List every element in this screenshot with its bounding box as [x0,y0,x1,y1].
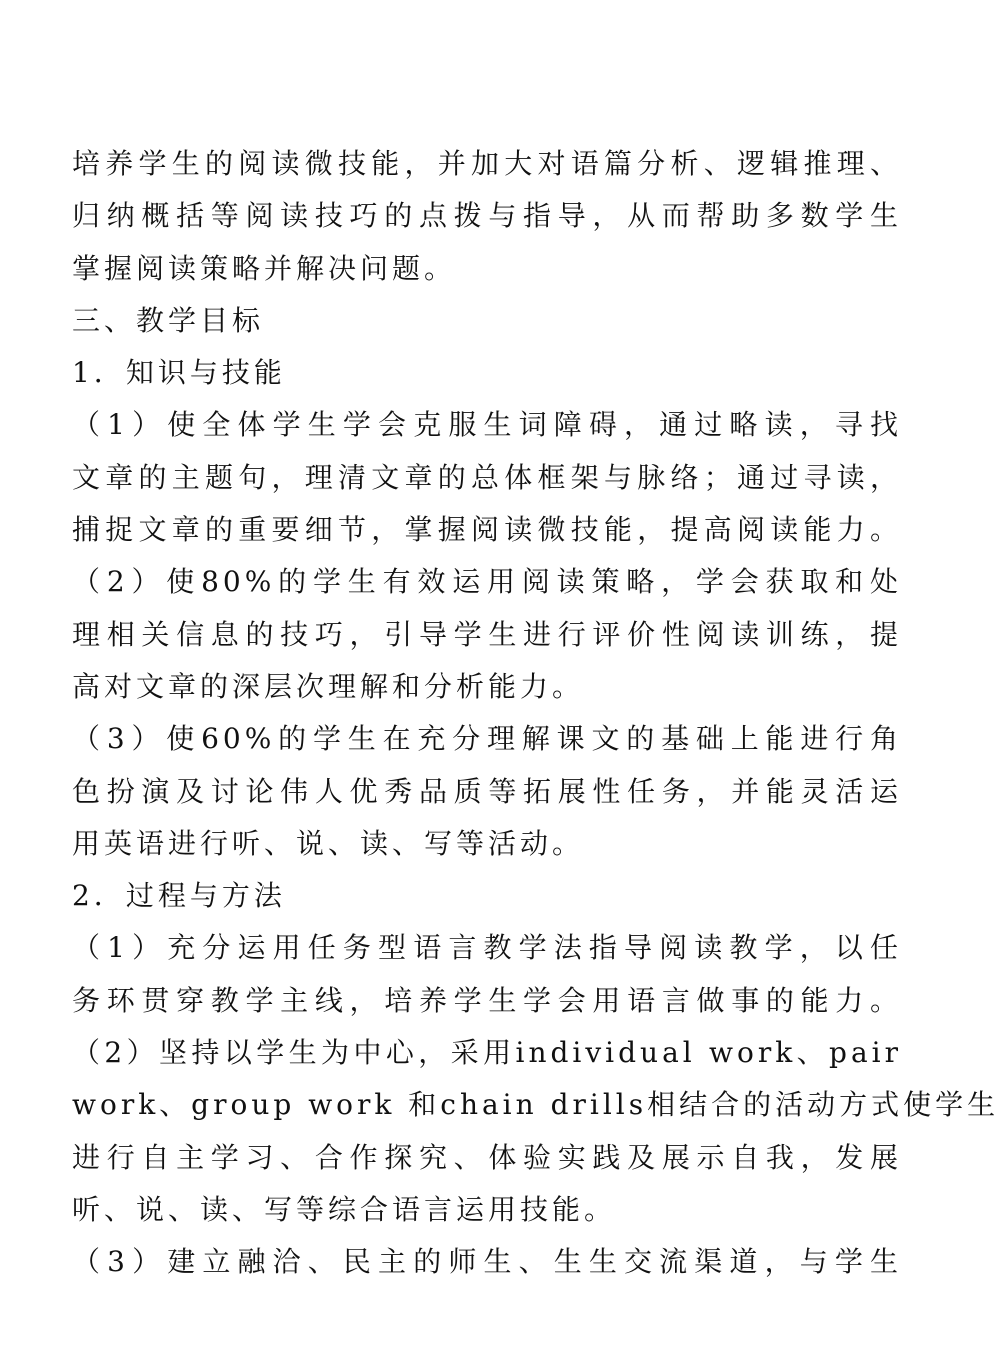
body-line-1: 培养学生的阅读微技能，并加大对语篇分析、逻辑推理、 [72,147,902,180]
body-line-21: 听、说、读、写等综合语言运用技能。 [72,1192,617,1226]
body-line-7: 文章的主题句，理清文章的总体框架与脉络；通过寻读， [72,460,902,494]
body-line-2: 归纳概括等阅读技巧的点拨与指导，从而帮助多数学生 [72,199,902,233]
body-line-19: work、group work 和chain drills相结合的活动方式使学生 [72,1088,999,1122]
body-line-13: 色扮演及讨论伟人优秀品质等拓展性任务，并能灵活运 [72,774,902,808]
body-line-20: 进行自主学习、合作探究、体验实践及展示自我，发展 [72,1140,902,1174]
subheading-knowledge-skills: 1．知识与技能 [72,356,286,390]
document-body [72,138,999,1289]
body-line-18: （2）坚持以学生为中心，采用individual work、pair [72,1036,902,1070]
body-line-14: 用英语进行听、说、读、写等活动。 [72,826,585,860]
body-line-8: 捕捉文章的重要细节，掌握阅读微技能，提高阅读能力。 [72,513,902,547]
body-line-11: 高对文章的深层次理解和分析能力。 [72,669,585,703]
body-line-6: （1）使全体学生学会克服生词障碍，通过略读，寻找 [72,408,902,442]
body-line-22: （3）建立融洽、民主的师生、生生交流渠道，与学生 [72,1245,902,1279]
body-line-10: 理相关信息的技巧，引导学生进行评价性阅读训练，提 [72,617,902,651]
section-heading-teaching-goals: 三、教学目标 [72,303,265,337]
body-line-9: （2）使80%的学生有效运用阅读策略，学会获取和处 [72,565,902,599]
body-line-16: （1）充分运用任务型语言教学法指导阅读教学，以任 [72,931,902,965]
body-line-17: 务环贯穿教学主线，培养学生学会用语言做事的能力。 [72,983,902,1017]
body-line-3: 掌握阅读策略并解决问题。 [72,251,457,285]
body-line-12: （3）使60%的学生在充分理解课文的基础上能进行角 [72,722,902,756]
subheading-process-methods: 2．过程与方法 [72,879,286,913]
